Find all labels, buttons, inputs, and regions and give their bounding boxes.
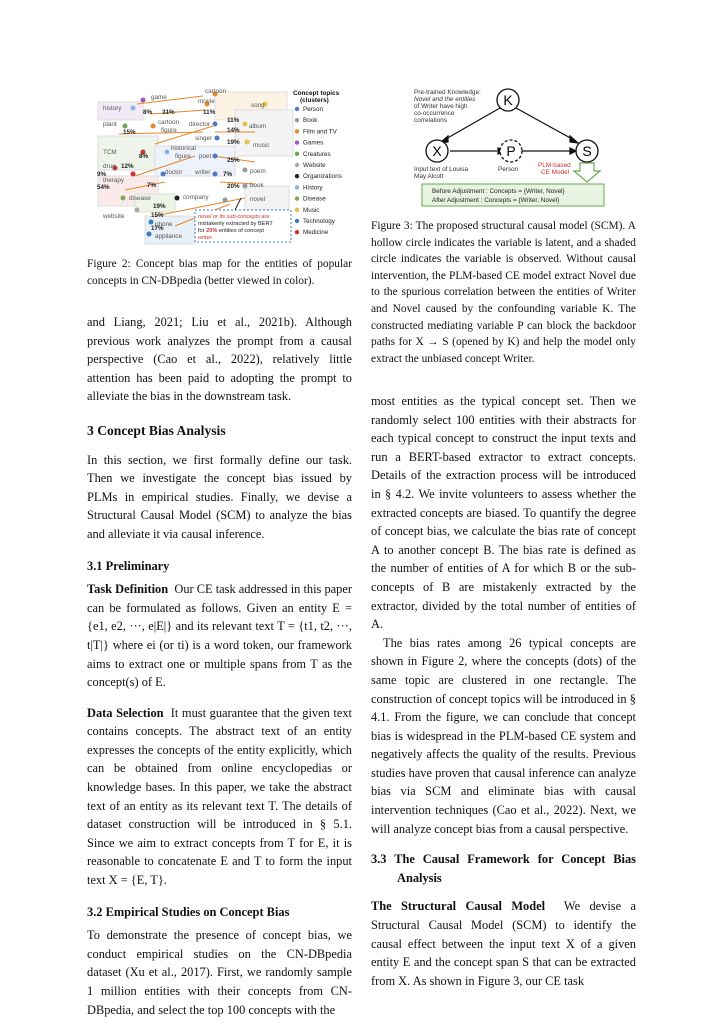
bias-rate-label: 7% [223,171,233,178]
legend-dot [295,118,299,122]
node-k-label: K [503,92,513,108]
s-note-line: CE Model [541,169,570,176]
concept-label: disease [129,195,151,202]
concept-label: book [250,182,264,189]
bias-rate-label: 19% [227,139,240,146]
concept-label: plant [103,121,117,128]
right-paragraph-2: The bias rates among 26 typical concepts are shown in Figure 2, where the concepts (dots) of the same topic are clustered in one rectangle. The construction of concept topics will be introduced in § 4.1. From the figure, we can conclude that concept bias is widespread in the PLM-based CE system and negatively affects the quality of the results. Previous studies have proven that causal inference can analyze bias via SCM and eliminate bias with causal intervention techniques (Cao et al., 2022). Next, we will analyze concept bias from a causal perspective. [371,635,636,836]
concept-label: album [249,123,267,130]
right-column [371,392,636,990]
legend-label: Organizations [303,173,342,181]
bias-rate-label: 7% [147,182,157,189]
legend-label: Person [303,106,323,113]
bias-rate-label: 9% [97,171,107,178]
annotation-line: novel or its sub-concepts are [198,214,270,220]
legend-dot [295,230,299,234]
k-note-line: co-occurrence [414,110,455,117]
p-note: Person [498,166,519,173]
bias-rate-label: 11% [227,117,240,124]
legend-dot [295,219,299,223]
concept-label: phone [155,221,173,228]
cluster-book [235,110,293,156]
concept-label: movie [198,98,215,105]
data-selection-title: Data Selection [87,705,164,720]
concept-label: historical [171,145,196,152]
annotation-pct: 20% [206,228,218,234]
bias-rate-label: 25% [227,157,240,164]
k-note-line: Novel and the entities [414,96,476,103]
legend-dot [295,163,299,167]
x-note-line: May Alcott [414,173,444,180]
task-definition-text: Our CE task addressed in this paper can be formulated as follows. Given an entity E = {e1, e2, ···, e|E|} and its relevant text T = {t1, t2, ···, t|T|} where ei (or ti) is a word token, our framework aims to extract one or multiple spans from T as the concept(s) of E. [87,582,352,690]
k-note-line: Pre-trained Knowledge: [414,89,481,96]
legend-label: Medicine [303,229,329,237]
after-adjustment: After Adjustment : Concepts = {Writer, Novel} [432,197,560,204]
figure-2-caption: Figure 2: Concept bias map for the entities of popular concepts in CN-DBpedia (better viewed in color). [87,258,352,287]
concept-label: appliance [155,233,182,240]
bias-rate-label: 8% [139,153,149,160]
section-3-1-heading: 3.1 Preliminary [87,558,170,573]
concept-label: history [103,105,122,112]
bias-rate-label: 14% [227,127,240,134]
scm-title: The Structural Causal Model [371,899,546,914]
before-adjustment: Before Adjustment : Concepts = {Writer, Novel} [432,188,565,195]
legend-dot [295,129,299,133]
figure-3 [410,86,650,212]
concept-label: figure [161,127,177,134]
legend-title: (clusters) [300,97,329,104]
concept-label: novel [250,196,266,203]
legend-label: Disease [303,195,326,203]
bias-rate-label: 8% [143,109,153,116]
section-3-heading: 3 Concept Bias Analysis [87,422,226,438]
concept-label: singer [195,135,213,142]
down-arrow-icon [574,163,600,182]
concept-label: poem [250,168,266,175]
annotation-line: for [198,228,205,234]
left-column [87,313,352,1019]
section-3-3-heading: 3.3 The Causal Framework for Concept Bias Analysis [371,852,636,885]
bias-rate-label: 19% [153,203,166,210]
bias-rate-label: 11% [203,109,216,116]
bias-rate-label: 20% [227,183,240,190]
data-selection-text: It must guarantee that the given text contains concepts. The abstract text of an entity expresses the concepts of the entity explicitly, which can be obtained from online encyclopedias or knowledge bases. In this paper, we take the abstract text of an entity as its relevant text T. The details of dataset construction will be introduced in § 5.1. Since we aim to extract concepts from T for E, it is reasonable to concatenate E and T to form the input text X = {E, T}. [87,705,352,888]
concept-label: cartoon [205,88,227,95]
legend-label: Music [303,206,320,214]
concept-label: writer [195,169,211,176]
legend-title: Concept topics [293,90,340,97]
bias-rate-label: 15% [151,212,164,219]
section-3-2-heading: 3.2 Empirical Studies on Concept Bias [87,904,290,919]
legend-label: History [303,184,323,192]
concept-label: drug [103,163,116,170]
concept-label: music [253,142,270,149]
concept-label: director [189,121,210,128]
bias-rate-label: 31% [162,109,175,116]
concept-label: website [103,213,125,220]
intro-paragraph: and Liang, 2021; Liu et al., 2021b). Although previous work analyzes the prompt from a causal perspective (Cao et al., 2022), relatively little attention has been paid to adopting the prompt to alleviate the bias in the downstream task. [87,315,352,404]
k-note-line: of Writer have high [414,103,468,110]
legend-label: Games [303,139,324,147]
annotation-line: entities of concept [218,228,264,234]
legend-dot [295,174,299,178]
legend-dot [295,140,299,144]
concept-label: company [183,194,209,201]
section-3-2-paragraph: To demonstrate the presence of concept bias, we conduct empirical studies on the CN-DBpedia dataset (Xu et al., 2017). First, we randomly sample 1 million entities with their concepts from CN-DBpedia, and select the top 100 concepts with the [87,928,352,1017]
legend-dot [295,196,299,200]
bias-rate-label: 17% [151,225,164,232]
x-note-line: Input text of Louisa [414,166,469,173]
legend-label: Technology [303,218,335,225]
legend [293,90,342,236]
concept-label: figure [175,153,191,160]
scm-text: We devise a Structural Causal Model (SCM) to identify the causal effect between the input text X of a given entity E and the concept span S that can be extracted from X. As shown in Figure 3, our CE task [371,899,636,988]
node-p-label: P [506,143,516,159]
legend-dot [295,107,299,111]
legend-label: Website [303,162,326,169]
right-paragraph-1: most entities as the typical concept set. Then we randomly select 100 entities with their abstracts for each typical concept to construct the input texts and run a BERT-based extractor to extract concepts. Details of the extraction process will be introduced in § 4.2. We invite volunteers to assess whether the extracted concepts are biased. To quantify the degree of concept bias, we calculate the bias rate of concept A to another concept B. The bias rate is defined as the number of entities of A for which B or the sub-concepts of B are mistakenly extracted by the extractor, divided by the total number of entities of A. [371,394,636,632]
legend-label: Creatures [303,150,331,158]
bias-rate-label: 54% [97,184,110,191]
node-s-label: S [582,143,592,159]
legend-label: Book [303,117,318,125]
section-3-paragraph: In this section, we first formally define our task. Then we investigate the concept bias issued by PLMs in empirical studies. Finally, we devise a Structural Causal Model (SCM) to analyze the bias and alleviate it via causal inference. [87,452,352,541]
bias-rate-label: 15% [123,129,136,136]
annotation-line: writer. [198,235,214,241]
figure-2 [95,86,360,256]
concept-label: doctor [165,169,183,176]
annotation-line: mistakenly extracted by BERT [198,221,273,227]
figure-3-caption: Figure 3: The proposed structural causal model (SCM). A hollow circle indicates the variable is latent, and a shaded circle indicates the variable is observed. Without causal intervention, the PLM-based CE model extract Novel due to the spurious correlation between the entities of Writer and Novel caused by the confounding variable K. The constructed mediating variable P can block the backdoor paths for X → S (opened by K) and help the model only extract the unbiased concept Writer. [371,220,636,365]
concept-label: game [151,94,167,101]
concept-label: TCM [103,149,117,156]
bias-rate-label: 12% [121,163,134,170]
task-definition-title: Task Definition [87,582,169,597]
svg-text:for 20% entiti [198,228,264,234]
concept-label: cartoon [158,119,180,126]
legend-dot [295,152,299,156]
legend-dot [295,185,299,189]
k-note-line: correlations [414,117,448,124]
legend-label: Film and TV [303,128,337,136]
legend-dot [295,208,299,212]
node-x-label: X [432,143,442,159]
s-note-line: PLM-based [538,162,571,169]
concept-label: therapy [103,177,125,184]
concept-label: song [251,102,265,109]
concept-label: poet [199,153,212,160]
